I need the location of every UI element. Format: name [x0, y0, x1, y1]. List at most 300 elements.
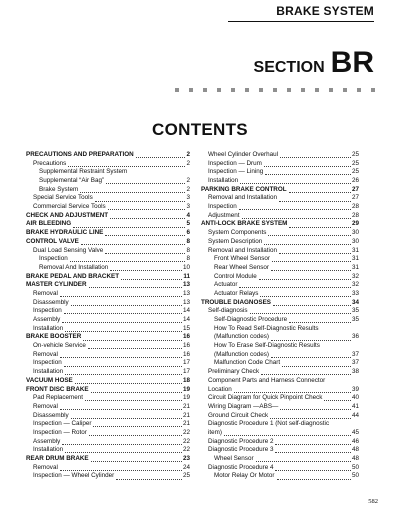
- toc-entry: [201, 264, 359, 273]
- toc-entry: [201, 360, 359, 369]
- toc-dot-leader: [239, 209, 351, 210]
- toc-entry-page: 45: [351, 428, 359, 436]
- toc-entry-label: item): [208, 428, 222, 436]
- toc-entry-page: 18: [182, 376, 190, 384]
- decorative-dash-row: [175, 88, 375, 92]
- toc-dot-leader: [68, 166, 185, 167]
- toc-dot-leader: [275, 452, 351, 453]
- toc-entry: [26, 377, 190, 386]
- toc-dot-leader: [279, 253, 351, 254]
- toc-entry-label: Wiring Diagram —ABS—: [208, 402, 279, 410]
- toc-entry: [26, 403, 190, 412]
- toc-entry-page: 31: [351, 255, 359, 263]
- section-code: BR: [330, 46, 374, 79]
- toc-dot-leader: [85, 400, 182, 401]
- toc-entry-label: VACUUM HOSE: [26, 376, 73, 384]
- toc-entry-page: 27: [351, 194, 359, 202]
- toc-dot-leader: [64, 313, 182, 314]
- toc-dot-leader: [270, 418, 351, 419]
- toc-entry-label: ANTI-LOCK BRAKE SYSTEM: [201, 220, 288, 228]
- toc-dot-leader: [250, 313, 351, 314]
- toc-entry-page: 35: [351, 316, 359, 324]
- toc-entry: [26, 342, 190, 351]
- toc-dot-leader: [256, 461, 351, 462]
- toc-entry-label: Pad Replacement: [33, 394, 84, 402]
- toc-entry-label: Supplemental “Air Bag”: [39, 177, 105, 185]
- toc-entry: [201, 212, 359, 221]
- toc-entry: [26, 438, 190, 447]
- toc-entry-page: 17: [182, 359, 190, 367]
- toc-entry: [26, 186, 190, 195]
- toc-entry-label: Diagnostic Procedure 1 (Not self-diagnostic: [208, 420, 330, 428]
- toc-entry: [26, 290, 190, 299]
- toc-entry: [201, 446, 359, 455]
- toc-entry-page: 39: [351, 385, 359, 393]
- toc-entry: [201, 177, 359, 186]
- toc-entry-label: Malfunction Code Chart: [214, 359, 281, 367]
- toc-entry-label: Inspection: [208, 203, 237, 211]
- toc-entry-page: 3: [186, 203, 190, 211]
- toc-entry-label: TROUBLE DIAGNOSES: [201, 298, 271, 306]
- toc-entry: [201, 368, 359, 377]
- toc-dot-leader: [280, 409, 351, 410]
- toc-entry: [26, 151, 190, 160]
- toc-entry-page: 33: [351, 289, 359, 297]
- toc-entry-page: 25: [182, 472, 190, 480]
- toc-dot-leader: [106, 183, 185, 184]
- toc-entry-page: 3: [186, 194, 190, 202]
- toc-dot-leader: [73, 227, 185, 228]
- toc-dot-leader: [110, 270, 182, 271]
- toc-entry-page: 37: [351, 350, 359, 358]
- toc-entry: [201, 281, 359, 290]
- page-number: 582: [368, 498, 378, 505]
- toc-entry: [201, 238, 359, 247]
- toc-dot-leader: [271, 357, 351, 358]
- toc-entry: [26, 160, 190, 169]
- toc-entry-label: Disassembly: [33, 411, 69, 419]
- toc-dot-leader: [60, 470, 182, 471]
- toc-dot-leader: [271, 340, 351, 341]
- toc-entry: [201, 438, 359, 447]
- toc-entry: [26, 351, 190, 360]
- toc-entry-label: How To Erase Self-Diagnostic Results: [214, 342, 320, 350]
- toc-entry-page: 13: [182, 281, 190, 289]
- toc-dot-leader: [289, 192, 351, 193]
- toc-entry-label: (Malfunction codes): [214, 333, 269, 341]
- toc-dot-leader: [271, 270, 351, 271]
- toc-entry: [201, 472, 359, 481]
- toc-dot-leader: [264, 166, 351, 167]
- toc-entry: [201, 221, 359, 230]
- toc-entry-label: Adjustment: [208, 211, 240, 219]
- toc-entry-page: 22: [182, 446, 190, 454]
- toc-entry: [26, 472, 190, 481]
- toc-entry: [201, 186, 359, 195]
- toc-entry-label: Disassembly: [33, 298, 69, 306]
- toc-dot-leader: [80, 192, 185, 193]
- toc-entry-label: Inspection: [39, 255, 68, 263]
- toc-entry-label: Wheel Cylinder Overhaul: [208, 150, 278, 158]
- toc-dot-leader: [62, 444, 182, 445]
- toc-entry-page: 50: [351, 463, 359, 471]
- toc-dot-leader: [89, 435, 182, 436]
- toc-entry: [26, 168, 190, 177]
- toc-entry-page: 21: [182, 402, 190, 410]
- toc-entry-label: Diagnostic Procedure 3: [208, 446, 274, 454]
- toc-entry-label: Self-Diagnostic Procedure: [214, 316, 288, 324]
- toc-entry-label: Actuator Relays: [214, 289, 259, 297]
- toc-entry-page: 19: [182, 394, 190, 402]
- toc-entry: [201, 307, 359, 316]
- toc-entry-page: 25: [351, 159, 359, 167]
- toc-entry-label: Actuator: [214, 281, 238, 289]
- toc-entry-label: Motor Relay Or Motor: [214, 472, 275, 480]
- toc-entry-page: 2: [186, 177, 190, 185]
- toc-entry-label: Precautions: [33, 159, 67, 167]
- toc-entry-page: 8: [186, 237, 190, 245]
- toc-dot-leader: [83, 340, 182, 341]
- toc-entry-page: 30: [351, 229, 359, 237]
- toc-dot-leader: [275, 470, 351, 471]
- toc-entry: [201, 420, 359, 429]
- toc-dot-leader: [268, 235, 351, 236]
- toc-entry: [26, 325, 190, 334]
- toc-dot-leader: [91, 461, 182, 462]
- toc-entry-page: 13: [182, 298, 190, 306]
- toc-entry: [201, 464, 359, 473]
- toc-entry-page: 30: [351, 237, 359, 245]
- toc-entry-label: Removal: [33, 350, 58, 358]
- toc-entry-page: 50: [351, 472, 359, 480]
- toc-dot-leader: [242, 218, 351, 219]
- toc-entry-label: System Description: [208, 237, 263, 245]
- toc-entry: [26, 247, 190, 256]
- toc-entry: [26, 333, 190, 342]
- toc-entry: [201, 342, 359, 351]
- toc-entry-label: Removal: [33, 463, 58, 471]
- toc-dot-leader: [95, 201, 186, 202]
- toc-entry-page: 15: [182, 324, 190, 332]
- toc-entry: [201, 325, 359, 334]
- toc-dot-leader: [75, 383, 182, 384]
- toc-entry-label: BRAKE BOOSTER: [26, 333, 82, 341]
- toc-entry-label: Diagnostic Procedure 4: [208, 463, 274, 471]
- toc-entry-page: 28: [351, 203, 359, 211]
- toc-entry: [201, 273, 359, 282]
- section-word: SECTION: [253, 59, 325, 76]
- toc-entry-page: 35: [351, 307, 359, 315]
- toc-entry-page: 21: [182, 420, 190, 428]
- toc-entry: [26, 281, 190, 290]
- toc-entry: [26, 316, 190, 325]
- toc-entry: [201, 351, 359, 360]
- toc-entry: [26, 238, 190, 247]
- toc-entry: [201, 151, 359, 160]
- toc-entry-page: 21: [182, 411, 190, 419]
- toc-entry-page: 17: [182, 368, 190, 376]
- toc-entry-label: AIR BLEEDING: [26, 220, 72, 228]
- toc-entry: [26, 446, 190, 455]
- toc-entry-label: Installation: [33, 368, 64, 376]
- toc-entry-label: On-vehicle Service: [33, 342, 86, 350]
- toc-entry-page: 29: [351, 220, 359, 228]
- toc-entry-label: Rear Wheel Sensor: [214, 263, 269, 271]
- toc-entry-page: 22: [182, 428, 190, 436]
- toc-entry-page: 13: [182, 289, 190, 297]
- toc-entry-label: Removal: [33, 289, 58, 297]
- toc-entry-label: Removal And Installation: [39, 263, 109, 271]
- toc-dot-leader: [110, 218, 185, 219]
- toc-entry: [201, 412, 359, 421]
- toc-dot-leader: [265, 174, 351, 175]
- toc-entry: [201, 255, 359, 264]
- toc-dot-leader: [289, 322, 351, 323]
- toc-entry: [201, 203, 359, 212]
- toc-dot-leader: [105, 235, 185, 236]
- toc-entry-label: Inspection: [33, 359, 62, 367]
- toc-entry-label: Self-diagnosis: [208, 307, 248, 315]
- toc-entry-page: 34: [351, 298, 359, 306]
- toc-entry-page: 48: [351, 446, 359, 454]
- toc-dot-leader: [71, 418, 182, 419]
- header-title: BRAKE SYSTEM: [276, 4, 374, 18]
- toc-entry-label: Location: [208, 385, 232, 393]
- toc-entry-page: 22: [182, 437, 190, 445]
- toc-entry-label: PRECAUTIONS AND PREPARATION: [26, 150, 134, 158]
- toc-entry: [26, 255, 190, 264]
- toc-entry: [26, 273, 190, 282]
- toc-dot-leader: [280, 157, 351, 158]
- toc-entry-label: Control Module: [214, 272, 257, 280]
- toc-dot-leader: [279, 201, 351, 202]
- toc-entry-label: How To Read Self-Diagnostic Results: [214, 324, 319, 332]
- toc-entry-page: 19: [182, 385, 190, 393]
- toc-entry: [26, 299, 190, 308]
- toc-entry: [26, 464, 190, 473]
- toc-dot-leader: [89, 287, 182, 288]
- toc-dot-leader: [60, 357, 182, 358]
- toc-entry-label: Diagnostic Procedure 2: [208, 437, 274, 445]
- toc-entry-page: 5: [186, 220, 190, 228]
- toc-entry-page: 41: [351, 402, 359, 410]
- toc-entry-page: 2: [186, 185, 190, 193]
- toc-entry-page: 8: [186, 246, 190, 254]
- toc-entry-page: 32: [351, 272, 359, 280]
- toc-dot-leader: [88, 348, 182, 349]
- toc-dot-leader: [65, 452, 182, 453]
- toc-entry-page: 6: [186, 229, 190, 237]
- toc-entry-label: Dual Load Sensing Valve: [33, 246, 104, 254]
- toc-entry-label: Circuit Diagram for Quick Pinpoint Check: [208, 394, 323, 402]
- toc-entry-page: 31: [351, 246, 359, 254]
- toc-dot-leader: [289, 227, 351, 228]
- toc-dot-leader: [259, 279, 351, 280]
- toc-entry-label: Removal: [33, 402, 58, 410]
- toc-entry: [26, 386, 190, 395]
- toc-entry: [201, 290, 359, 299]
- toc-entry: [26, 412, 190, 421]
- toc-entry-page: 44: [351, 411, 359, 419]
- toc-entry-page: 25: [351, 150, 359, 158]
- toc-dot-leader: [136, 157, 186, 158]
- toc-dot-leader: [234, 392, 351, 393]
- toc-entry-label: Removal and Installation: [208, 246, 277, 254]
- toc-dot-leader: [282, 366, 351, 367]
- toc-entry-label: BRAKE HYDRAULIC LINE: [26, 229, 104, 237]
- toc-entry-label: CHECK AND ADJUSTMENT: [26, 211, 109, 219]
- toc-entry: [201, 429, 359, 438]
- toc-dot-leader: [239, 287, 351, 288]
- toc-dot-leader: [60, 409, 182, 410]
- toc-entry-page: 16: [182, 333, 190, 341]
- toc-entry-page: 14: [182, 316, 190, 324]
- toc-entry: [26, 368, 190, 377]
- toc-entry-label: Inspection — Drum: [208, 159, 262, 167]
- toc-entry-page: 8: [186, 255, 190, 263]
- toc-entry-label: Front Wheel Sensor: [214, 255, 270, 263]
- toc-dot-leader: [324, 400, 351, 401]
- toc-entry-label: System Components: [208, 229, 267, 237]
- toc-entry-page: 32: [351, 281, 359, 289]
- toc-entry-page: 10: [182, 263, 190, 271]
- toc-entry-page: 25: [351, 168, 359, 176]
- toc-entry-page: 24: [182, 463, 190, 471]
- toc-entry-page: 48: [351, 455, 359, 463]
- toc-entry-label: Wheel Sensor: [214, 455, 254, 463]
- toc-dot-leader: [93, 426, 182, 427]
- toc-dot-leader: [224, 435, 351, 436]
- toc-entry: [201, 229, 359, 238]
- section-heading: [254, 48, 374, 78]
- contents-title: CONTENTS: [152, 120, 248, 139]
- toc-dot-leader: [70, 261, 186, 262]
- toc-entry-page: 28: [351, 211, 359, 219]
- toc-entry-label: (Malfunction codes): [214, 350, 269, 358]
- toc-entry-page: 38: [351, 368, 359, 376]
- toc-entry-label: Assembly: [33, 437, 61, 445]
- toc-entry: [201, 194, 359, 203]
- toc-entry: [201, 403, 359, 412]
- toc-entry-label: Special Service Tools: [33, 194, 93, 202]
- toc-dot-leader: [273, 305, 351, 306]
- toc-entry: [201, 377, 359, 386]
- toc-entry-label: Inspection — Caliper: [33, 420, 92, 428]
- toc-entry-label: PARKING BRAKE CONTROL: [201, 185, 287, 193]
- toc-dot-leader: [91, 392, 182, 393]
- toc-dot-leader: [121, 279, 182, 280]
- toc-entry: [201, 455, 359, 464]
- toc-entry-page: 36: [351, 333, 359, 341]
- toc-dot-leader: [108, 209, 186, 210]
- toc-dot-leader: [65, 331, 182, 332]
- toc-entry-label: Supplemental Restraint System: [39, 168, 128, 176]
- toc-entry-label: Inspection — Rotor: [33, 428, 87, 436]
- toc-entry: [201, 386, 359, 395]
- toc-entry-page: 31: [351, 263, 359, 271]
- toc-entry: [26, 307, 190, 316]
- toc-entry-page: 23: [182, 455, 190, 463]
- toc-entry-label: FRONT DISC BRAKE: [26, 385, 89, 393]
- toc-entry: [26, 455, 190, 464]
- toc-entry-label: Inspection — Lining: [208, 168, 264, 176]
- toc-dot-leader: [264, 244, 351, 245]
- toc-entry: [201, 168, 359, 177]
- toc-entry: [201, 333, 359, 342]
- header-rule: [228, 21, 374, 22]
- toc-entry-label: Ground Circuit Check: [208, 411, 269, 419]
- toc-entry-label: CONTROL VALVE: [26, 237, 79, 245]
- toc-entry-page: 40: [351, 394, 359, 402]
- toc-entry: [201, 299, 359, 308]
- toc-entry-label: Brake System: [39, 185, 79, 193]
- toc-entry: [201, 394, 359, 403]
- toc-entry: [201, 316, 359, 325]
- toc-entry-label: Preliminary Check: [208, 368, 260, 376]
- toc-entry-label: Component Parts and Harness Connector: [208, 376, 326, 384]
- toc-entry-label: MASTER CYLINDER: [26, 281, 87, 289]
- toc-entry-page: 11: [183, 272, 190, 280]
- toc-entry-label: Installation: [208, 177, 239, 185]
- toc-entry: [26, 394, 190, 403]
- toc-entry-page: 4: [186, 211, 190, 219]
- toc-dot-leader: [272, 261, 351, 262]
- toc-entry: [26, 420, 190, 429]
- toc-entry: [26, 264, 190, 273]
- toc-entry: [26, 360, 190, 369]
- toc-dot-leader: [71, 305, 182, 306]
- toc-dot-leader: [60, 296, 182, 297]
- toc-entry-label: Installation: [33, 324, 64, 332]
- toc-entry-label: BRAKE PEDAL AND BRACKET: [26, 272, 120, 280]
- toc-entry-page: 14: [182, 307, 190, 315]
- toc-entry-page: 37: [351, 359, 359, 367]
- toc-dot-leader: [81, 244, 186, 245]
- toc-dot-leader: [64, 366, 182, 367]
- toc-column-right: [201, 151, 359, 481]
- toc-dot-leader: [62, 322, 182, 323]
- toc-entry: [201, 160, 359, 169]
- toc-entry-label: Inspection — Wheel Cylinder: [33, 472, 115, 480]
- toc-entry-page: 2: [186, 159, 190, 167]
- toc-entry: [26, 221, 190, 230]
- toc-entry-page: 46: [351, 437, 359, 445]
- toc-entry-page: 26: [351, 177, 359, 185]
- toc-entry-page: 16: [182, 342, 190, 350]
- toc-dot-leader: [277, 479, 351, 480]
- toc-dot-leader: [240, 183, 351, 184]
- toc-dot-leader: [260, 296, 351, 297]
- toc-entry-label: Inspection: [33, 307, 62, 315]
- toc-dot-leader: [65, 374, 182, 375]
- toc-entry-label: Installation: [33, 446, 64, 454]
- toc-entry-page: 16: [182, 350, 190, 358]
- toc-entry-label: Assembly: [33, 316, 61, 324]
- toc-entry: [26, 177, 190, 186]
- toc-dot-leader: [105, 253, 185, 254]
- toc-column-left: [26, 151, 190, 481]
- toc-entry: [26, 429, 190, 438]
- toc-entry-page: 2: [186, 150, 190, 158]
- toc-entry-label: Commercial Service Tools: [33, 203, 106, 211]
- toc-entry: [26, 194, 190, 203]
- toc-dot-leader: [116, 479, 182, 480]
- toc-entry-page: 27: [351, 185, 359, 193]
- toc-entry: [26, 203, 190, 212]
- toc-dot-leader: [261, 374, 351, 375]
- toc-dot-leader: [275, 444, 351, 445]
- toc-entry: [201, 247, 359, 256]
